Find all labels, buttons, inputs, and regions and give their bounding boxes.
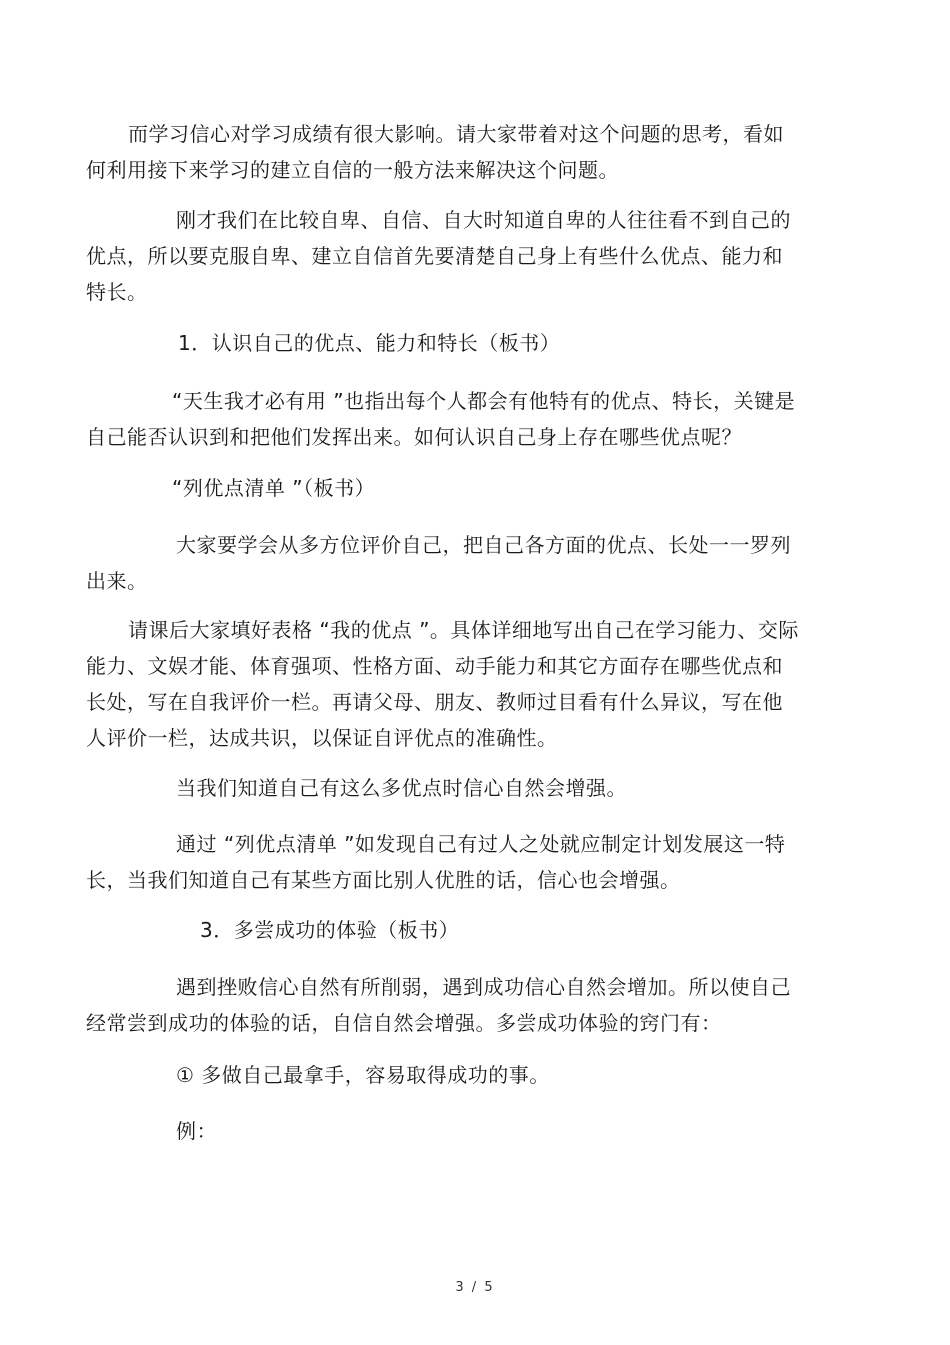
text-line: 能力、文娱才能、体育强项、性格方面、动手能力和其它方面存在哪些优点和: [86, 654, 783, 678]
text-line: 3．多尝成功的体验（板书）: [200, 918, 460, 942]
text-line: 请课后大家填好表格 “我的优点 ”。具体详细地写出自己在学习能力、交际: [128, 618, 799, 642]
paragraph-1: [86, 116, 810, 188]
subheading-list-strengths: [86, 470, 810, 506]
text-line: “天生我才必有用 ”也指出每个人都会有他特有的优点、特长，关键是: [172, 389, 796, 413]
paragraph-8: [86, 969, 810, 1041]
text-line: 当我们知道自己有这么多优点时信心自然会增强。: [176, 776, 627, 800]
text-line: 长，当我们知道自己有某些方面比别人优胜的话，信心也会增强。: [86, 868, 681, 892]
text-line: 刚才我们在比较自卑、自信、自大时知道自卑的人往往看不到自己的: [176, 208, 791, 232]
text-line: 大家要学会从多方位评价自己，把自己各方面的优点、长处一一罗列: [176, 533, 791, 557]
text-line: 经常尝到成功的体验的话，自信自然会增强。多尝成功体验的窍门有：: [86, 1011, 722, 1035]
paragraph-5: [86, 612, 810, 756]
paragraph-2: [86, 202, 810, 310]
text-line: “列优点清单 ”（板书）: [172, 476, 376, 500]
text-line: ① 多做自己最拿手，容易取得成功的事。: [176, 1063, 550, 1087]
text-line: 而学习信心对学习成绩有很大影响。请大家带着对这个问题的思考，看如: [128, 122, 784, 146]
text-line: 通过 “列优点清单 ”如发现自己有过人之处就应制定计划发展这一特: [176, 832, 786, 856]
text-line: 例：: [176, 1119, 217, 1143]
page-number: 3 / 5: [455, 1280, 495, 1295]
text-line: 出来。: [86, 569, 148, 593]
paragraph-6: [86, 770, 810, 806]
text-line: 自己能否认识到和把他们发挥出来。如何认识自己身上存在哪些优点呢？: [86, 425, 742, 449]
paragraph-4: [86, 527, 810, 599]
paragraph-7: [86, 826, 810, 898]
text-line: 遇到挫败信心自然有所削弱，遇到成功信心自然会增加。所以使自己: [176, 975, 791, 999]
list-item-1: [86, 1057, 810, 1093]
text-line: 特长。: [86, 280, 148, 304]
section-heading-3: [86, 912, 810, 948]
text-line: 何利用接下来学习的建立自信的一般方法来解决这个问题。: [86, 158, 619, 182]
text-line: 优点，所以要克服自卑、建立自信首先要清楚自己身上有些什么优点、能力和: [86, 244, 783, 268]
text-line: 1．认识自己的优点、能力和特长（板书）: [178, 331, 561, 355]
text-line: 人评价一栏，达成共识，以保证自评优点的准确性。: [86, 726, 558, 750]
paragraph-3: [86, 383, 810, 455]
example-label: [86, 1113, 810, 1149]
text-line: 长处，写在自我评价一栏。再请父母、朋友、教师过目看有什么异议，写在他: [86, 690, 783, 714]
section-heading-1: [86, 325, 810, 361]
